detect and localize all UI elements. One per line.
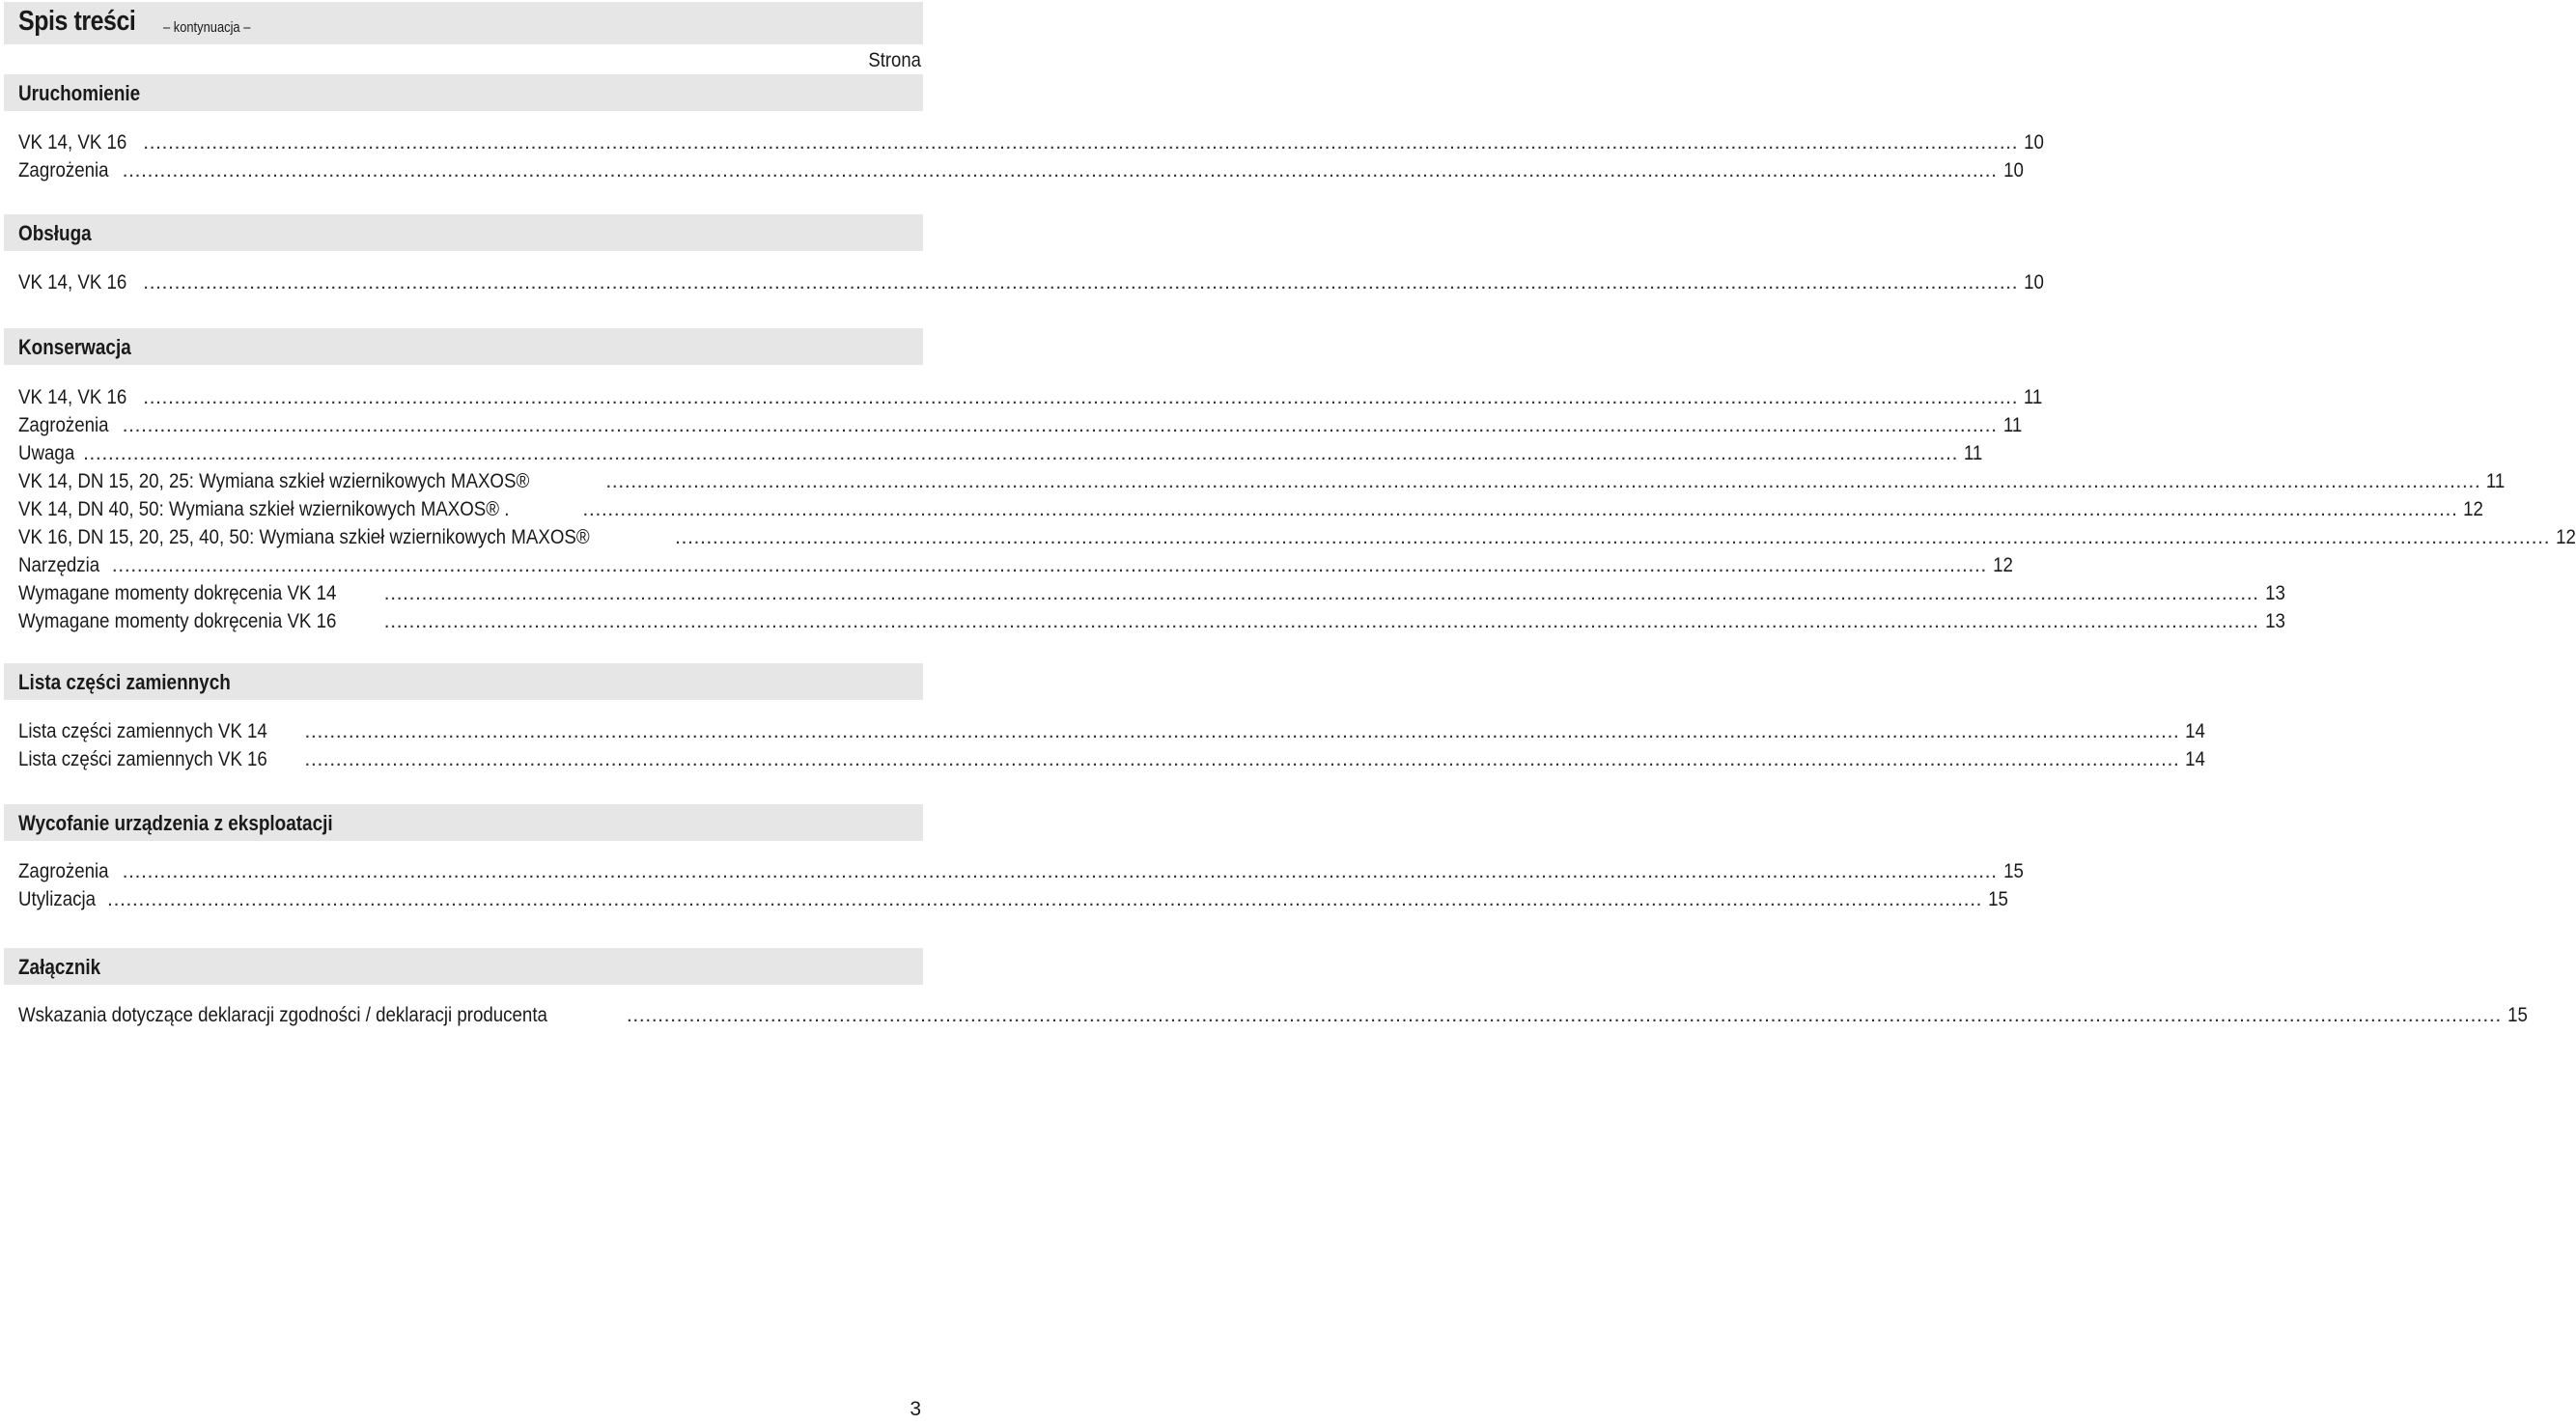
toc-entry[interactable] [18, 156, 2024, 184]
toc-entry[interactable] [18, 857, 2024, 885]
section-title: Załącznik [18, 955, 101, 979]
toc-entry[interactable] [18, 467, 2506, 495]
dot-leader: ............................................................................................................................................................................................................................................................................................................ [122, 158, 1998, 182]
toc-entry-label: Lista części zamiennych VK 14 [18, 719, 267, 742]
toc-entry-label: Wymagane momenty dokręcenia VK 16 [18, 609, 337, 632]
toc-entry-label: Zagrożenia [18, 859, 109, 882]
section-header [4, 948, 923, 985]
dot-leader: ............................................................................................................................................................................................................................................................................................................ [143, 130, 2019, 154]
page-column-label: Strona [868, 49, 921, 71]
toc-entry-page: 11 [1963, 441, 1983, 464]
toc-entry[interactable] [18, 885, 2008, 913]
toc-entry[interactable] [18, 607, 2285, 635]
dot-leader: ............................................................................................................................................................................................................................................................................................................ [383, 609, 2259, 632]
toc-entry-label: VK 14, VK 16 [18, 270, 127, 293]
section-title: Wycofanie urządzenia z eksploatacji [18, 811, 333, 835]
toc-entry-label: Utylizacja [18, 887, 97, 910]
section-header [4, 804, 923, 841]
toc-entry-label: Wskazania dotyczące deklaracji zgodności / deklaracji producenta [18, 1003, 547, 1026]
page-title: Spis treści [18, 6, 136, 37]
toc-entry-label: Narzędzia [18, 553, 100, 576]
section-title: Konserwacja [18, 335, 131, 359]
toc-entry-label: Wymagane momenty dokręcenia VK 14 [18, 581, 337, 604]
toc-entry[interactable] [18, 495, 2484, 523]
toc-entry-page: 10 [2024, 130, 2045, 154]
toc-entry-page: 14 [2185, 719, 2206, 742]
toc-entry-page: 10 [2024, 270, 2045, 293]
section-header [4, 214, 923, 251]
section-header [4, 328, 923, 365]
toc-entry[interactable] [18, 717, 2206, 745]
toc-entry-page: 15 [1988, 887, 2008, 910]
toc-entry-label: VK 16, DN 15, 20, 25, 40, 50: Wymiana szkieł wziernikowych MAXOS® [18, 525, 590, 548]
dot-leader: ............................................................................................................................................................................................................................................................................................................ [143, 385, 2019, 408]
toc-entry-label: Zagrożenia [18, 413, 109, 436]
toc-entry-page: 12 [2463, 497, 2484, 520]
dot-leader: ............................................................................................................................................................................................................................................................................................................ [304, 719, 2180, 742]
dot-leader: ............................................................................................................................................................................................................................................................................................................ [107, 887, 1983, 910]
toc-entry-label: VK 14, DN 15, 20, 25: Wymiana szkieł wziernikowych MAXOS® [18, 469, 530, 492]
toc-entry-label: VK 14, VK 16 [18, 130, 127, 154]
toc-entry-label: Uwaga [18, 441, 75, 464]
toc-entry[interactable] [18, 268, 2045, 296]
toc-entry[interactable] [18, 1001, 2528, 1029]
toc-entry-page: 11 [2002, 413, 2022, 436]
dot-leader: ............................................................................................................................................................................................................................................................................................................ [626, 1003, 2502, 1026]
section-header [4, 663, 923, 700]
dot-leader: ............................................................................................................................................................................................................................................................................................................ [82, 441, 1958, 464]
toc-entry-page: 10 [2002, 158, 2024, 182]
section-title: Obsługa [18, 221, 92, 245]
toc-entry-page: 14 [2185, 747, 2206, 770]
toc-entry[interactable] [18, 523, 2576, 551]
toc-entry[interactable] [18, 551, 2013, 579]
page-number: 3 [910, 1398, 921, 1420]
dot-leader: ............................................................................................................................................................................................................................................................................................................ [675, 525, 2551, 548]
toc-entry-page: 13 [2264, 581, 2285, 604]
dot-leader: ............................................................................................................................................................................................................................................................................................................ [122, 413, 1998, 436]
dot-leader: ............................................................................................................................................................................................................................................................................................................ [304, 747, 2180, 770]
toc-entry-page: 12 [2556, 525, 2576, 548]
toc-entry-label: VK 14, VK 16 [18, 385, 127, 408]
page-subtitle: – kontynuacja – [163, 19, 251, 36]
dot-leader: ............................................................................................................................................................................................................................................................................................................ [383, 581, 2259, 604]
toc-entry[interactable] [18, 579, 2285, 607]
title-bar [4, 2, 923, 44]
toc-entry-page: 15 [2506, 1003, 2528, 1026]
toc-entry-page: 13 [2264, 609, 2285, 632]
toc-entry[interactable] [18, 383, 2043, 411]
toc-entry-page: 12 [1992, 553, 2013, 576]
section-header [4, 74, 923, 111]
toc-entry[interactable] [18, 128, 2045, 156]
toc-entry-page: 15 [2002, 859, 2024, 882]
toc-entry-label: Lista części zamiennych VK 16 [18, 747, 267, 770]
dot-leader: ............................................................................................................................................................................................................................................................................................................ [605, 469, 2481, 492]
toc-entry[interactable] [18, 411, 2022, 439]
toc-entry[interactable] [18, 745, 2206, 773]
toc-entry-label: Zagrożenia [18, 158, 109, 182]
dot-leader: ............................................................................................................................................................................................................................................................................................................ [111, 553, 1987, 576]
section-title: Lista części zamiennych [18, 670, 231, 694]
toc-entry-label: VK 14, DN 40, 50: Wymiana szkieł wziernikowych MAXOS® . [18, 497, 510, 520]
toc-entry[interactable] [18, 439, 1983, 467]
toc-entry-page: 11 [2486, 469, 2506, 492]
dot-leader: ............................................................................................................................................................................................................................................................................................................ [122, 859, 1998, 882]
toc-entry-page: 11 [2024, 385, 2043, 408]
dot-leader: ............................................................................................................................................................................................................................................................................................................ [582, 497, 2458, 520]
dot-leader: ............................................................................................................................................................................................................................................................................................................ [143, 270, 2019, 293]
section-title: Uruchomienie [18, 81, 141, 105]
